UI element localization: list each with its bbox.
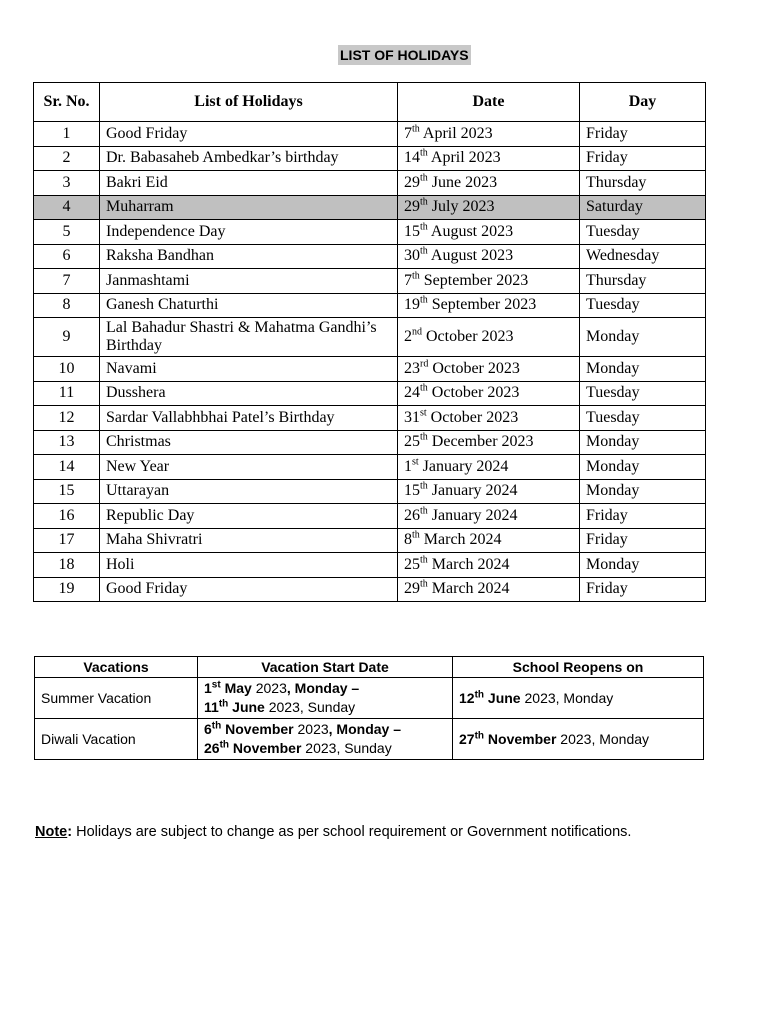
holiday-name: Uttarayan xyxy=(100,479,398,504)
end-day: 26 xyxy=(204,740,220,756)
date-ordinal-suffix: th xyxy=(420,294,428,306)
date-month-year: January 2024 xyxy=(418,457,509,475)
date-day-number: 15 xyxy=(404,222,420,240)
date-month-year: March 2024 xyxy=(427,555,510,573)
holiday-weekday: Friday xyxy=(580,577,706,602)
school-reopen-date xyxy=(453,719,704,760)
holidays-header-row xyxy=(34,83,706,122)
date-ordinal-suffix: th xyxy=(420,196,428,208)
end-weekday: , Sunday xyxy=(336,740,392,756)
date-ordinal-suffix: th xyxy=(420,554,428,566)
end-year: 2023 xyxy=(268,699,300,715)
date-day-number: 15 xyxy=(404,482,420,500)
reopen-year: 2023 xyxy=(524,689,556,706)
date-month-year: October 2023 xyxy=(422,328,514,345)
holiday-weekday: Monday xyxy=(580,479,706,504)
holiday-date xyxy=(398,528,580,553)
reopen-month: November xyxy=(484,730,561,747)
date-day-number: 7 xyxy=(404,271,412,289)
holiday-date xyxy=(398,269,580,294)
holiday-name: Navami xyxy=(100,357,398,382)
vacation-start-date xyxy=(198,678,453,719)
holiday-name: Maha Shivratri xyxy=(100,528,398,553)
holiday-name: Ganesh Chaturthi xyxy=(100,293,398,318)
holiday-name: Holi xyxy=(100,553,398,578)
date-ordinal-suffix: st xyxy=(412,456,419,468)
date-day-number: 26 xyxy=(404,506,420,524)
holiday-weekday: Monday xyxy=(580,430,706,455)
header-vacation-start: Vacation Start Date xyxy=(198,657,453,678)
date-ordinal-suffix: th xyxy=(420,221,428,233)
holiday-date xyxy=(398,381,580,406)
holiday-weekday: Thursday xyxy=(580,269,706,294)
date-ordinal-suffix: th xyxy=(420,505,428,517)
holiday-weekday: Monday xyxy=(580,553,706,578)
holiday-sr-no: 12 xyxy=(34,406,100,431)
holiday-row xyxy=(34,430,706,455)
holiday-sr-no: 1 xyxy=(34,122,100,147)
date-month-year: September 2023 xyxy=(427,296,537,314)
holiday-weekday: Monday xyxy=(580,455,706,480)
holiday-row xyxy=(34,195,706,220)
holiday-date xyxy=(398,479,580,504)
date-month-year: April 2023 xyxy=(419,124,493,142)
header-day: Day xyxy=(580,83,706,122)
start-month: May xyxy=(220,680,256,696)
start-weekday: , Monday – xyxy=(328,721,402,737)
holiday-sr-no: 4 xyxy=(34,195,100,220)
date-month-year: January 2024 xyxy=(427,506,518,524)
header-school-reopens: School Reopens on xyxy=(453,657,704,678)
holiday-row xyxy=(34,455,706,480)
holiday-row xyxy=(34,504,706,529)
holiday-date xyxy=(398,244,580,269)
date-ordinal-suffix: th xyxy=(412,270,420,282)
holiday-sr-no: 19 xyxy=(34,577,100,602)
holiday-row xyxy=(34,479,706,504)
holiday-name: Dusshera xyxy=(100,381,398,406)
date-month-year: June 2023 xyxy=(427,173,498,191)
date-month-year: October 2023 xyxy=(426,408,519,426)
holiday-weekday: Tuesday xyxy=(580,381,706,406)
holiday-row xyxy=(34,146,706,171)
holiday-date xyxy=(398,195,580,220)
holiday-name: Bakri Eid xyxy=(100,171,398,196)
start-suffix: th xyxy=(211,720,222,732)
reopen-year: 2023 xyxy=(560,730,592,747)
vacation-name: Diwali Vacation xyxy=(35,719,198,760)
date-ordinal-suffix: rd xyxy=(420,358,429,370)
holiday-row xyxy=(34,269,706,294)
date-day-number: 25 xyxy=(404,433,420,451)
holiday-row xyxy=(34,244,706,269)
reopen-weekday: , Monday xyxy=(555,689,614,706)
note xyxy=(35,824,631,840)
date-month-year: April 2023 xyxy=(427,149,501,167)
header-vacations: Vacations xyxy=(35,657,198,678)
holiday-name: Good Friday xyxy=(100,577,398,602)
holiday-name: Independence Day xyxy=(100,220,398,245)
header-date: Date xyxy=(398,83,580,122)
vacation-start-date xyxy=(198,719,453,760)
holiday-sr-no: 6 xyxy=(34,244,100,269)
holiday-date xyxy=(398,504,580,529)
start-weekday: , Monday – xyxy=(286,680,360,696)
end-suffix: th xyxy=(219,739,230,751)
holiday-name: Muharram xyxy=(100,195,398,220)
holiday-weekday: Friday xyxy=(580,504,706,529)
vacation-name: Summer Vacation xyxy=(35,678,198,719)
vacations-table xyxy=(34,656,704,760)
date-day-number: 29 xyxy=(404,173,420,191)
header-sr-no: Sr. No. xyxy=(34,83,100,122)
holiday-date xyxy=(398,357,580,382)
start-suffix: st xyxy=(211,679,221,691)
holiday-weekday: Tuesday xyxy=(580,406,706,431)
holiday-name: Dr. Babasaheb Ambedkar’s birthday xyxy=(100,146,398,171)
start-day: 6 xyxy=(204,721,212,737)
date-day-number: 2 xyxy=(404,328,412,345)
holiday-date xyxy=(398,171,580,196)
holiday-date xyxy=(398,577,580,602)
note-text: Holidays are subject to change as per school requirement or Government notifications. xyxy=(72,824,632,840)
holiday-name: Lal Bahadur Shastri & Mahatma Gandhi’s Birthday xyxy=(100,318,398,357)
end-day: 11 xyxy=(204,699,219,715)
start-year: 2023 xyxy=(255,680,287,696)
holiday-sr-no: 16 xyxy=(34,504,100,529)
holiday-row xyxy=(34,220,706,245)
reopen-month: June xyxy=(484,689,525,706)
date-ordinal-suffix: th xyxy=(420,382,428,394)
end-month: November xyxy=(229,740,306,756)
reopen-suffix: th xyxy=(474,688,485,700)
school-reopen-date xyxy=(453,678,704,719)
holiday-row xyxy=(34,171,706,196)
holiday-weekday: Wednesday xyxy=(580,244,706,269)
holiday-sr-no: 9 xyxy=(34,318,100,357)
holiday-sr-no: 7 xyxy=(34,269,100,294)
holiday-weekday: Thursday xyxy=(580,171,706,196)
holiday-name: Sardar Vallabhbhai Patel’s Birthday xyxy=(100,406,398,431)
holiday-weekday: Monday xyxy=(580,357,706,382)
vacations-header-row xyxy=(35,657,704,678)
holiday-sr-no: 2 xyxy=(34,146,100,171)
holiday-sr-no: 3 xyxy=(34,171,100,196)
date-ordinal-suffix: th xyxy=(420,172,428,184)
date-ordinal-suffix: th xyxy=(420,480,428,492)
holiday-date xyxy=(398,293,580,318)
reopen-day: 27 xyxy=(459,730,475,747)
date-month-year: January 2024 xyxy=(427,482,518,500)
date-ordinal-suffix: th xyxy=(412,529,420,541)
date-day-number: 25 xyxy=(404,555,420,573)
end-weekday: , Sunday xyxy=(299,699,356,715)
holiday-weekday: Saturday xyxy=(580,195,706,220)
reopen-suffix: th xyxy=(474,729,485,741)
holiday-date xyxy=(398,406,580,431)
holiday-sr-no: 5 xyxy=(34,220,100,245)
holiday-name: Republic Day xyxy=(100,504,398,529)
date-day-number: 29 xyxy=(404,580,420,598)
holiday-weekday: Monday xyxy=(580,318,706,357)
date-month-year: August 2023 xyxy=(427,222,514,240)
holiday-row xyxy=(34,357,706,382)
holiday-sr-no: 18 xyxy=(34,553,100,578)
date-ordinal-suffix: th xyxy=(420,578,428,590)
vacation-row xyxy=(35,719,704,760)
holiday-sr-no: 11 xyxy=(34,381,100,406)
holiday-name: Janmashtami xyxy=(100,269,398,294)
date-ordinal-suffix: st xyxy=(420,407,427,419)
date-month-year: March 2024 xyxy=(419,531,502,549)
end-year: 2023 xyxy=(305,740,337,756)
end-month: June xyxy=(228,699,269,715)
holiday-row xyxy=(34,577,706,602)
date-day-number: 24 xyxy=(404,384,420,402)
date-day-number: 30 xyxy=(404,247,420,265)
holiday-name: Raksha Bandhan xyxy=(100,244,398,269)
date-month-year: August 2023 xyxy=(427,247,514,265)
holiday-date xyxy=(398,146,580,171)
date-ordinal-suffix: th xyxy=(420,431,428,443)
date-day-number: 8 xyxy=(404,531,412,549)
date-day-number: 23 xyxy=(404,359,420,377)
date-month-year: October 2023 xyxy=(428,359,520,377)
holiday-sr-no: 10 xyxy=(34,357,100,382)
holiday-date xyxy=(398,553,580,578)
holiday-date xyxy=(398,318,580,357)
holiday-sr-no: 8 xyxy=(34,293,100,318)
holiday-weekday: Friday xyxy=(580,122,706,147)
date-month-year: October 2023 xyxy=(427,384,520,402)
holiday-weekday: Tuesday xyxy=(580,293,706,318)
holiday-name: Christmas xyxy=(100,430,398,455)
holiday-row xyxy=(34,406,706,431)
holiday-name: Good Friday xyxy=(100,122,398,147)
date-ordinal-suffix: th xyxy=(412,123,420,135)
holiday-weekday: Friday xyxy=(580,146,706,171)
holiday-sr-no: 17 xyxy=(34,528,100,553)
holiday-weekday: Tuesday xyxy=(580,220,706,245)
holiday-row xyxy=(34,381,706,406)
holiday-row xyxy=(34,528,706,553)
date-day-number: 19 xyxy=(404,296,420,314)
start-month: November xyxy=(221,721,298,737)
reopen-weekday: , Monday xyxy=(591,730,650,747)
holiday-date xyxy=(398,122,580,147)
note-label: Note xyxy=(35,824,68,840)
holidays-table xyxy=(33,82,706,602)
date-day-number: 29 xyxy=(404,198,420,216)
start-day: 1 xyxy=(204,680,212,696)
holiday-date xyxy=(398,430,580,455)
start-year: 2023 xyxy=(297,721,329,737)
date-month-year: March 2024 xyxy=(427,580,510,598)
header-holiday-name: List of Holidays xyxy=(100,83,398,122)
holiday-name: New Year xyxy=(100,455,398,480)
date-day-number: 31 xyxy=(404,408,420,426)
holiday-date xyxy=(398,220,580,245)
reopen-day: 12 xyxy=(459,689,475,706)
date-month-year: December 2023 xyxy=(427,433,534,451)
date-day-number: 1 xyxy=(404,457,412,475)
date-day-number: 14 xyxy=(404,149,420,167)
end-suffix: th xyxy=(218,698,229,710)
date-ordinal-suffix: th xyxy=(420,245,428,257)
holiday-row xyxy=(34,293,706,318)
date-month-year: July 2023 xyxy=(427,198,495,216)
date-month-year: September 2023 xyxy=(419,271,529,289)
note-colon: : xyxy=(67,824,73,840)
holiday-sr-no: 13 xyxy=(34,430,100,455)
date-ordinal-suffix: nd xyxy=(412,326,422,338)
holiday-row xyxy=(34,318,706,357)
vacation-row xyxy=(35,678,704,719)
holiday-weekday: Friday xyxy=(580,528,706,553)
date-ordinal-suffix: th xyxy=(420,147,428,159)
holiday-date xyxy=(398,455,580,480)
date-day-number: 7 xyxy=(404,124,412,142)
holiday-row xyxy=(34,553,706,578)
holiday-row xyxy=(34,122,706,147)
page-title: LIST OF HOLIDAYS xyxy=(340,47,469,63)
holiday-sr-no: 15 xyxy=(34,479,100,504)
holiday-sr-no: 14 xyxy=(34,455,100,480)
